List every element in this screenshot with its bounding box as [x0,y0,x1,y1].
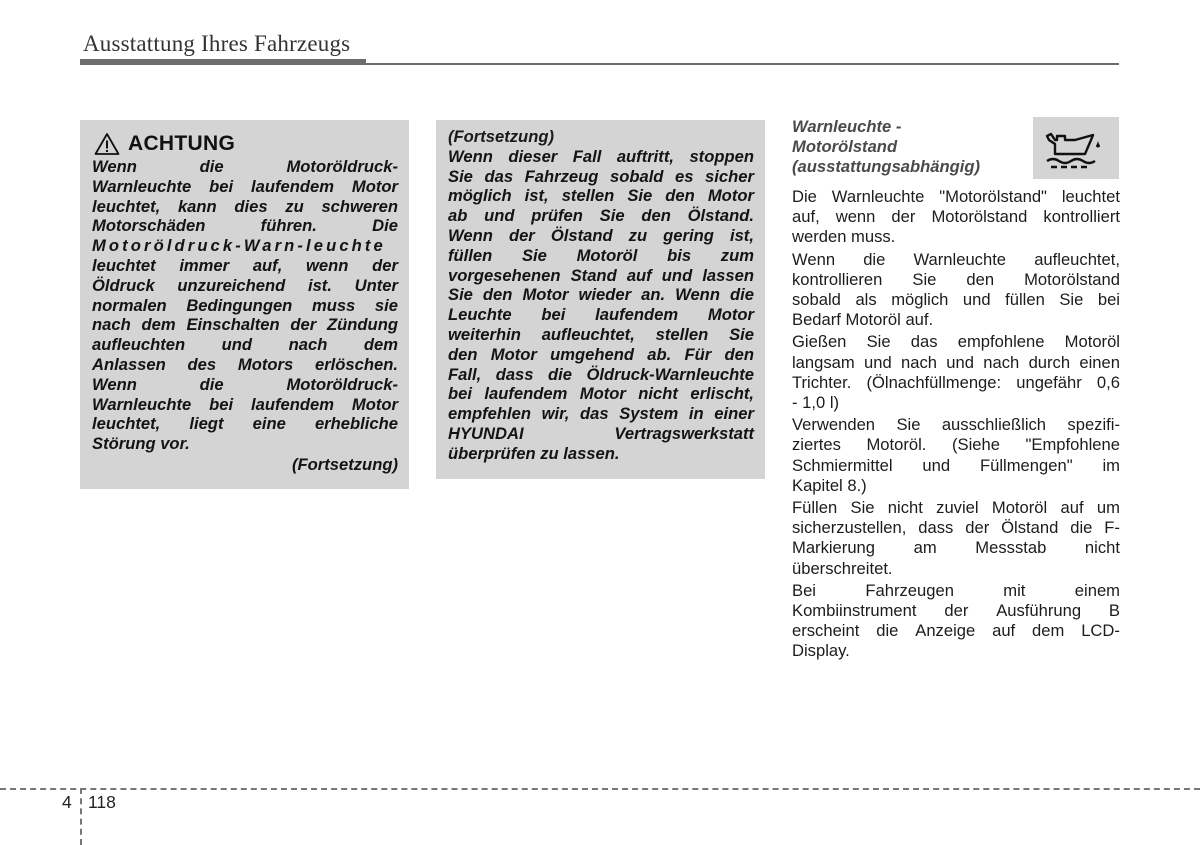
word: auftritt, [616,146,674,166]
word: Motoröldruck- [286,157,398,176]
text-line [792,250,1120,270]
word: die [1070,518,1093,538]
word: Motor [522,285,569,305]
word: Füllmengen" [979,455,1073,475]
text-line [792,498,1120,518]
word: zum [720,245,754,265]
text-line [92,315,398,335]
word: Öldruck [92,275,155,295]
word: Sie [896,415,921,435]
text-line [792,621,1120,641]
word: Sie [729,324,754,344]
page-header-title: Ausstattung Ihres Fahrzeugs [83,31,351,56]
text-line: Motoröldruck-Warn-leuchte [92,236,386,256]
word: ab [448,206,468,226]
word: Motors [237,354,294,374]
word: Warnleuchte [92,176,192,196]
word: Motor [579,384,626,404]
word: Zündung [327,315,398,335]
word: LCD- [1081,621,1120,641]
text-line [92,335,398,355]
word: spezifi- [1067,415,1120,435]
word: Anzeige [915,621,976,641]
word: ziertes [792,435,841,455]
word: erhebliche [314,414,398,434]
word: ist, [729,225,754,245]
word: Wenn [792,249,836,269]
word: zu [285,196,304,216]
word: kontrollieren [792,269,883,289]
word: die [199,374,224,394]
word: am [913,538,937,558]
word: und [864,352,892,372]
word: Sie [866,332,891,352]
word: möglich [448,186,512,206]
word: Sie [521,245,547,265]
word: Sie [1059,290,1084,310]
word: Motoröldruck- [286,374,398,394]
text-line [92,355,398,375]
paragraph [792,581,1120,662]
warning-triangle-icon [94,132,120,156]
word: den [482,285,513,305]
word: das [910,332,938,352]
word: und [922,455,951,475]
word: Öldruck-Warnleuchte [586,364,754,384]
word: prüfen [531,206,583,226]
footer-divider [80,788,82,845]
word: Ölstand [550,225,613,245]
word: zu [628,225,648,245]
text-line [448,384,754,404]
text-line [792,581,1120,601]
word: Gießen [792,332,847,352]
word: auf [1060,498,1084,518]
word: Sie [627,186,653,206]
paragraph [792,332,1120,413]
word: der [508,225,535,245]
word: der [290,315,317,335]
word: schweren [321,196,398,216]
chapter-number: 4 [62,792,72,812]
word: Einschalten [186,315,280,335]
word: Bei [792,580,816,600]
word: Kombiinstrument [792,601,917,621]
word: nicht [638,384,678,404]
text-line [92,395,398,415]
word: unzureichend [177,275,286,295]
word: Motorölstand [1024,269,1120,289]
word: Wenn [448,146,493,166]
continuation-label: (Fortsetzung) [448,127,554,146]
word: sobald [609,166,664,186]
section-title-line: Warnleuchte - [792,117,902,136]
word: Sie [448,166,473,186]
word: Verwenden [792,415,876,435]
word: auf, [252,255,283,275]
word: Motorschäden [92,216,206,236]
word: Füllen [792,498,838,518]
word: und [962,290,991,310]
word: Sie [599,206,625,226]
word: die [863,249,886,269]
word: nach [92,315,131,335]
word: kann [177,196,217,216]
word: der [372,255,398,275]
word: bei [541,305,566,325]
text-line [792,207,1120,227]
word: einen [1079,352,1120,372]
word: Fall [572,146,602,166]
word: B [1108,601,1120,621]
word: weiterhin [448,324,521,344]
text-line [92,375,398,395]
text-line [448,424,754,444]
word: Fall, [448,364,482,384]
text-line: Kapitel 8.) [792,475,867,495]
word: gering [663,225,714,245]
word: Motoröl [991,498,1048,518]
word: aufleuchtet, [1034,249,1120,269]
word: bei [209,394,234,414]
word: Markierung [792,538,876,558]
word: ungefähr [1016,372,1082,392]
word: Stand [570,265,617,285]
text-line [792,415,1120,435]
text-line: werden muss. [792,227,896,247]
text-line [448,147,754,167]
text-line [448,226,754,246]
text-line: Störung vor. [92,434,190,454]
word: F- [1104,518,1120,538]
word: System [619,404,679,424]
word: auf, [792,207,820,227]
text-line [448,266,754,286]
paragraph [792,187,1120,248]
text-line [92,256,398,276]
word: muss [311,295,356,315]
word: umgehend [550,344,635,364]
word: Motor [707,186,754,206]
word: Wenn [448,225,493,245]
text-line [792,353,1120,373]
word: Warnleuchte [913,249,1007,269]
word: Leuchte [448,305,512,325]
word: dem [363,335,398,355]
word: stellen [561,186,615,206]
word: leuchtet [92,255,156,275]
word: (Ölnachfüllmenge: [866,372,1002,392]
word: den [641,206,671,226]
word: Unter [354,275,398,295]
word: füllen [1005,290,1045,310]
word: Sie [850,498,875,518]
word: dieser [508,146,558,166]
word: Ölstand. [687,206,754,226]
text-line: Display. [792,641,850,661]
text-line [92,276,398,296]
word: vorgesehenen [448,265,561,285]
word: die [729,285,754,305]
word: der [891,207,916,227]
word: das [484,166,514,186]
word: füllen [448,245,493,265]
word: Motor [707,305,754,325]
text-line [448,404,754,424]
word: als [855,290,877,310]
word: einer [714,404,754,424]
text-line [448,186,754,206]
word: nach [983,352,1020,372]
word: leuchtet, [92,414,161,434]
word: normalen [92,295,167,315]
word: stoppen [689,146,754,166]
word: Motoröl [576,245,638,265]
warning-text [92,157,398,454]
word: sie [374,295,398,315]
word: dass [495,364,534,384]
text-line [448,305,754,325]
word: Ausführung [996,601,1082,621]
oil-level-icon [1041,126,1111,170]
text-line [92,197,398,217]
word: erlöschen. [314,354,398,374]
word: Schmiermittel [792,455,893,475]
word: wieder [578,285,632,305]
word: "Motorölstand" [939,187,1047,206]
word: Vertragswerkstatt [614,423,754,443]
footer-rule [0,788,1200,790]
word: Motor [490,344,537,364]
word: Die [372,216,398,236]
header-rule-thin [366,63,1119,65]
text-line [792,456,1120,476]
word: HYUNDAI [448,423,524,443]
word: wenn [306,255,349,275]
word: und [661,265,693,285]
continuation-box [436,120,765,479]
word: auf [626,265,652,285]
warning-title: ACHTUNG [128,132,236,155]
word: dem [1032,621,1065,641]
word: bei [1097,290,1120,310]
oil-level-section [792,117,1120,664]
word: mit [1003,580,1026,600]
word: empfehlen [448,404,531,424]
word: wir, [541,404,570,424]
word: den [724,344,754,364]
word: laufendem [484,384,568,404]
word: an. [641,285,666,305]
word: und [484,206,515,226]
word: führen. [260,216,317,236]
word: ausschließlich [941,415,1047,435]
page-number: 118 [88,792,116,812]
word: Warnleuchte [831,187,925,206]
word: im [1102,455,1120,475]
word: einem [1074,580,1120,600]
word: empfohlene [957,332,1045,352]
word: Fahrzeugen [865,580,954,600]
word: leuchtet [1061,187,1120,206]
text-line [792,187,1120,207]
word: bei [209,176,234,196]
word: dem [141,315,176,335]
word: "Empfohlene [1025,435,1120,455]
word: liegt [189,414,224,434]
word: die [876,621,899,641]
text-line [448,285,754,305]
warning-box [80,120,409,489]
word: nicht [887,498,923,518]
section-title-line: Motorölstand [792,136,898,156]
word: ist, [524,186,549,206]
warning-heading [94,131,398,157]
text-line [92,216,398,236]
word: den [665,186,695,206]
word: nach [901,352,937,372]
word: Die [792,187,817,206]
word: in [688,404,704,424]
text-line [792,270,1120,290]
word: durch [1028,352,1071,372]
text-line [92,414,398,434]
word: Fahrzeug [524,166,599,186]
section-header [792,117,1120,187]
word: laufendem [251,394,335,414]
text-line [448,325,754,345]
word: nicht [1084,538,1120,558]
word: laufendem [251,176,335,196]
word: stellen [655,324,709,344]
word: (Siehe [951,435,1000,455]
word: Bedingungen [186,295,293,315]
word: bei [448,384,472,404]
word: lassen [702,265,754,285]
word: aufleuchten [92,335,186,355]
text-line [448,246,754,266]
text-line [92,296,398,316]
text-line [792,435,1120,455]
word: kontrolliert [1043,207,1120,227]
word: ab. [647,344,672,364]
text-line [448,167,754,187]
text-line [792,601,1120,621]
word: das [579,404,609,424]
text-line [792,538,1120,558]
word: sicherzustellen, [792,518,907,538]
word: dass [918,518,954,538]
word: der [944,601,969,621]
text-line [92,157,398,177]
word: 0,6 [1096,372,1120,392]
text-line: - 1,0 l) [792,393,840,413]
word: die [548,364,572,384]
word: des [187,354,217,374]
text-line [92,177,398,197]
text-line: überschreitet. [792,558,893,578]
oil-level-icon-box [1033,117,1119,179]
word: wenn [835,207,876,227]
paragraph [792,498,1120,579]
word: Wenn [92,157,137,176]
word: Motoröl [1064,332,1120,352]
word: aufleuchtet, [541,324,635,344]
word: der [965,518,990,538]
text-line: Bedarf Motoröl auf. [792,310,934,330]
header-rule-thick [80,59,366,65]
text-line [792,332,1120,352]
word: und [946,352,974,372]
text-line [792,373,1120,393]
word: möglich [891,290,949,310]
word: den [448,344,478,364]
paragraph [792,415,1120,496]
word: Wenn [92,374,137,394]
text-line [792,518,1120,538]
word: bis [667,245,692,265]
word: Wenn [675,285,720,305]
word: ist. [307,275,332,295]
word: laufendem [595,305,679,325]
word: Motor [351,176,398,196]
section-title [792,117,1022,176]
word: Für [684,344,712,364]
word: und [221,335,253,355]
word: sicher [705,166,754,186]
word: zuviel [936,498,979,518]
word: dies [234,196,268,216]
word: Messstab [975,538,1047,558]
section-title-line: (ausstattungsabhängig) [792,156,981,176]
word: Motoröl. [866,435,927,455]
word: Sie [912,269,937,289]
word: Trichter. [792,372,852,392]
word: es [675,166,694,186]
paragraph [792,250,1120,331]
word: um [1096,498,1120,518]
word: leuchtet, [92,196,161,216]
word: Warnleuchte [92,394,192,414]
word: die [199,157,224,176]
word: nach [288,335,328,355]
word: Motorölstand [931,207,1028,227]
text-line [448,345,754,365]
text-line [792,290,1120,310]
word: Anlassen [92,354,166,374]
text-line [448,206,754,226]
word: sobald [792,290,841,310]
continued-label: (Fortsetzung) [292,454,398,474]
text-line [448,365,754,385]
word: auf [992,621,1016,641]
word: Sie [448,285,473,305]
word: erlischt, [690,384,754,404]
word: Ölstand [1001,518,1059,538]
continuation-text [448,147,754,464]
word: eine [252,414,286,434]
word: den [966,269,995,289]
word: Motor [351,394,398,414]
word: immer [179,255,230,275]
word: erscheint [792,621,860,641]
word: langsam [792,352,855,372]
text-line: überprüfen zu lassen. [448,443,620,463]
